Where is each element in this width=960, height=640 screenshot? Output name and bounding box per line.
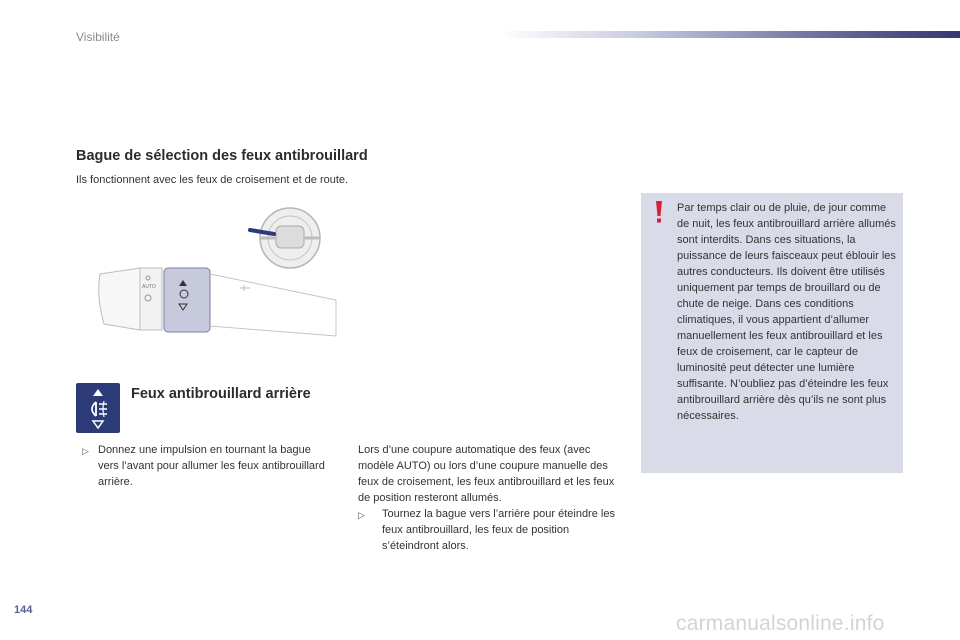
auto-off-step-text: Tournez la bague vers l’arrière pour éteindre les feux antibrouillard, les feux de position s’éteindront alors. xyxy=(382,508,615,552)
stalk-illustration xyxy=(90,196,340,346)
watermark: carmanualsonline.info xyxy=(676,612,885,635)
stalk-auto-label: AUTO xyxy=(142,284,156,290)
intro-text: Ils fonctionnent avec les feux de croisement et de route. xyxy=(76,174,349,186)
auto-off-block xyxy=(358,442,626,554)
section-title: Visibilité xyxy=(76,30,120,44)
light-stalk xyxy=(99,268,336,336)
header-gradient-bar xyxy=(500,31,960,38)
main-heading: Bague de sélection des feux antibrouillard xyxy=(76,148,368,164)
arrow-bullet-icon: ▷ xyxy=(358,510,365,520)
auto-off-paragraph: Lors d’une coupure automatique des feux (avec modèle AUTO) ou lors d’une coupure manuelle des feux de croisement, les feux antibrouillard et les feux de position resteront allumés. xyxy=(358,444,615,504)
rear-fog-instruction-text: Donnez une impulsion en tournant la bague vers l’avant pour allumer les feux antibrouillard arrière. xyxy=(98,444,325,488)
exclamation-icon xyxy=(652,200,666,224)
steering-wheel-icon xyxy=(250,208,320,268)
auto-off-step xyxy=(358,506,626,554)
page-number: 144 xyxy=(14,604,33,616)
rear-fog-light-icon xyxy=(76,383,120,433)
rear-fog-heading: Feux antibrouillard arrière xyxy=(131,386,311,402)
warning-text: Par temps clair ou de pluie, de jour comme de nuit, les feux antibrouillard arrière allumés sont interdits. Dans ces situations, la puissance de leurs faisceaux peut éblouir les autres conducteurs. Ils doivent être utilisés uniquement par temps de brouillard ou de chute de neige. Dans ces conditions climatiques, il vous appartient d’allumer manuellement les feux antibrouillard et les feux de croisement, car le capteur de luminosité peut détecter une lumière suffisante. N’oubliez pas d’éteindre les feux antibrouillard arrière dès qu’ils ne sont plus nécessaires. xyxy=(677,202,896,422)
rear-fog-instruction xyxy=(82,442,332,490)
arrow-bullet-icon: ▷ xyxy=(82,446,89,456)
